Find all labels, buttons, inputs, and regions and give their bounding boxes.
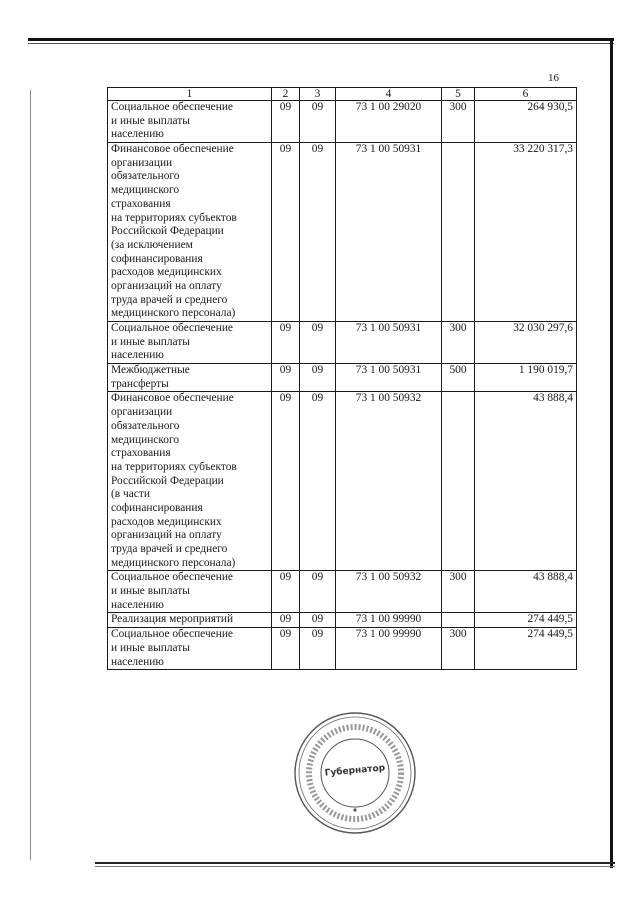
- row-expense-type: [442, 143, 475, 322]
- header-col-2: 2: [272, 88, 300, 101]
- row-amount: 32 030 297,6: [475, 322, 577, 364]
- header-col-4: 4: [336, 88, 442, 101]
- row-section: 09: [272, 322, 300, 364]
- row-expense-type: 500: [442, 364, 475, 392]
- budget-table: [107, 87, 577, 670]
- row-expense-type: [442, 613, 475, 628]
- row-name: Межбюджетные трансферты: [108, 364, 272, 392]
- row-section: 09: [272, 364, 300, 392]
- row-name: Социальное обеспечение и иные выплаты населению: [108, 322, 272, 364]
- row-section: 09: [272, 571, 300, 613]
- row-target-article: 73 1 00 50931: [336, 143, 442, 322]
- row-expense-type: 300: [442, 101, 475, 143]
- row-name: Реализация мероприятий: [108, 613, 272, 628]
- row-section: 09: [272, 628, 300, 670]
- row-amount: 274 449,5: [475, 613, 577, 628]
- page-number: 16: [548, 72, 559, 84]
- table-row: [108, 613, 577, 628]
- row-subsection: 09: [300, 143, 336, 322]
- row-section: 09: [272, 101, 300, 143]
- row-expense-type: [442, 392, 475, 571]
- row-section: 09: [272, 613, 300, 628]
- table-header-row: [108, 88, 577, 101]
- row-amount: 264 930,5: [475, 101, 577, 143]
- row-amount: 33 220 317,3: [475, 143, 577, 322]
- official-seal: [292, 710, 418, 836]
- row-target-article: 73 1 00 50931: [336, 364, 442, 392]
- row-amount: 43 888,4: [475, 571, 577, 613]
- row-name: Социальное обеспечение и иные выплаты населению: [108, 628, 272, 670]
- row-target-article: 73 1 00 50931: [336, 322, 442, 364]
- table-row: [108, 101, 577, 143]
- row-subsection: 09: [300, 101, 336, 143]
- row-target-article: 73 1 00 99990: [336, 613, 442, 628]
- seal-center-text: Губернатор: [324, 763, 386, 779]
- row-subsection: 09: [300, 322, 336, 364]
- row-amount: 43 888,4: [475, 392, 577, 571]
- scan-bottom-edge-thin: [95, 866, 615, 867]
- row-target-article: 73 1 00 50932: [336, 392, 442, 571]
- table-row: [108, 392, 577, 571]
- row-subsection: 09: [300, 392, 336, 571]
- row-target-article: 73 1 00 50932: [336, 571, 442, 613]
- header-col-1: 1: [108, 88, 272, 101]
- scan-top-edge-thin: [28, 43, 614, 44]
- table-row: [108, 364, 577, 392]
- header-col-5: 5: [442, 88, 475, 101]
- row-amount: 1 190 019,7: [475, 364, 577, 392]
- table-row: [108, 571, 577, 613]
- row-amount: 274 449,5: [475, 628, 577, 670]
- row-name: Социальное обеспечение и иные выплаты населению: [108, 101, 272, 143]
- row-name: Финансовое обеспечение организации обязательного медицинского страхования на территориях субъектов Российской Федерации (за исключением софинансирования расходов медицинских организаций на оплату труда врачей и среднего медицинского персонала): [108, 143, 272, 322]
- row-expense-type: 300: [442, 571, 475, 613]
- row-section: 09: [272, 392, 300, 571]
- row-name: Финансовое обеспечение организации обязательного медицинского страхования на территориях субъектов Российской Федерации (в части софинансирования расходов медицинских организаций на оплату труда врачей и среднего медицинского персонала): [108, 392, 272, 571]
- row-subsection: 09: [300, 613, 336, 628]
- row-subsection: 09: [300, 364, 336, 392]
- scan-top-edge: [28, 38, 614, 41]
- scan-right-edge: [610, 38, 613, 868]
- table-row: [108, 322, 577, 364]
- row-subsection: 09: [300, 628, 336, 670]
- row-section: 09: [272, 143, 300, 322]
- scan-left-edge: [30, 90, 31, 860]
- row-expense-type: 300: [442, 322, 475, 364]
- table-row: [108, 628, 577, 670]
- row-target-article: 73 1 00 99990: [336, 628, 442, 670]
- scan-bottom-edge: [95, 862, 615, 864]
- row-subsection: 09: [300, 571, 336, 613]
- row-expense-type: 300: [442, 628, 475, 670]
- header-col-6: 6: [475, 88, 577, 101]
- table-row: [108, 143, 577, 322]
- row-target-article: 73 1 00 29020: [336, 101, 442, 143]
- row-name: Социальное обеспечение и иные выплаты населению: [108, 571, 272, 613]
- header-col-3: 3: [300, 88, 336, 101]
